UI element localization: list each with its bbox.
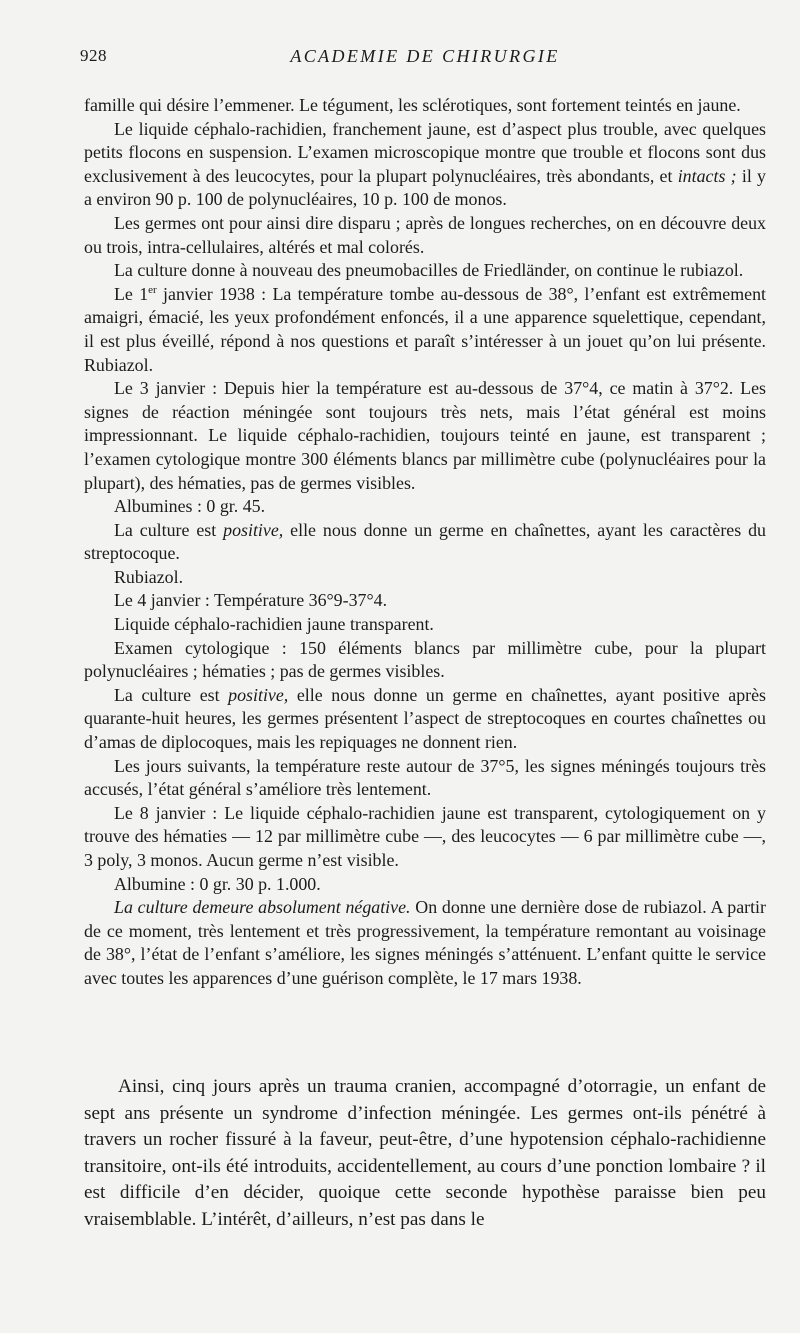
paragraph: Albumine : 0 gr. 30 p. 1.000. <box>114 873 321 894</box>
paragraph: Albumines : 0 gr. 45. <box>114 496 266 517</box>
paragraph: Liquide céphalo-rachidien jaune transparent. <box>114 614 434 635</box>
discussion-body <box>84 1074 766 1234</box>
paragraph: Le liquide céphalo-rachidien, franchement jaune, est d’aspect plus trouble, avec quelques petits flocons en suspension. L’examen microscopique montre que trouble et flocons sont dus exclusivement à des leucocytes, pour la plupart polynucléaires, très abondants, et intacts ; il y a environ 90 p. 100 de polynucléaires, 10 p. 100 de monos. <box>84 118 766 210</box>
paragraph: La culture demeure absolument négative. On donne une dernière dose de rubiazol. A partir de ce moment, très lentement et très progressivement, la température remontant au voisinage de 38°, l’état de l’enfant s’améliore, les signes méningés s’atténuent. L’enfant quitte le service avec toutes les apparences d’une guérison complète, le 17 mars 1938. <box>84 897 766 988</box>
paragraph: Rubiazol. <box>114 566 184 587</box>
paragraph: Le 4 janvier : Température 36°9-37°4. <box>114 590 388 611</box>
page-number: 928 <box>80 46 107 65</box>
page-header <box>80 46 766 74</box>
paragraph: La culture donne à nouveau des pneumobacilles de Friedländer, on continue le rubiazol. <box>114 260 744 281</box>
case-report-body <box>84 94 766 991</box>
paragraph: Ainsi, cinq jours après un trauma cranien, accompagné d’otorragie, un enfant de sept ans présente un syndrome d’infection méningée. Les germes ont-ils pénétré à travers un rocher fissuré à la faveur, peut-être, d’une hypotension céphalo-rachidienne transitoire, ont-ils été introduits, accidentellement, au cours d’une ponction lombaire ? il est difficile d’en décider, quoique cette seconde hypothèse paraisse bien peu vraisemblable. L’intérêt, d’ailleurs, n’est pas dans le <box>84 1076 766 1230</box>
paragraph: Le 8 janvier : Le liquide céphalo-rachidien jaune est transparent, cytologiquement on y trouve des hématies — 12 par millimètre cube —, des leucocytes — 6 par millimètre cube —, 3 poly, 3 monos. Aucun germe n’est visible. <box>84 802 766 870</box>
paragraph: Le 3 janvier : Depuis hier la température est au-dessous de 37°4, ce matin à 37°2. Les signes de réaction méningée sont toujours très nets, mais l’état général est moins impressionnant. Le liquide céphalo-rachidien, toujours teinté en jaune, est transparent ; l’examen cytologique montre 300 éléments blancs par millimètre cube (polynucléaires pour la plupart), des hématies, pas de germes visibles. <box>84 378 766 493</box>
paragraph: Examen cytologique : 150 éléments blancs par millimètre cube, pour la plupart polynucléaires ; hématies ; pas de germes visibles. <box>84 637 766 682</box>
paragraph: Les jours suivants, la température reste autour de 37°5, les signes méningés toujours très accusés, l’état général s’améliore très lentement. <box>84 755 766 800</box>
paragraph: La culture est positive, elle nous donne un germe en chaînettes, ayant positive après quarante-huit heures, les germes présentent l’aspect de streptocoques en courtes chaînettes ou d’amas de diplocoques, mais les repiquages ne donnent rien. <box>84 684 767 753</box>
paragraph: Les germes ont pour ainsi dire disparu ; après de longues recherches, on en découvre deux ou trois, intra-cellulaires, altérés et mal colorés. <box>84 212 766 257</box>
running-title: ACADEMIE DE CHIRURGIE <box>290 46 560 66</box>
paragraph: La culture est positive, elle nous donne un germe en chaînettes, ayant les caractères du streptocoque. <box>84 519 766 564</box>
paragraph: Le 1er janvier 1938 : La température tombe au-dessous de 38°, l’enfant est extrêmement amaigri, émacié, les yeux profondément enfoncés, il a une apparence squelettique, cependant, il est plus éveillé, répond à nos questions et paraît s’intéresser à un jouet qu’on lui présente. Rubiazol. <box>84 283 766 375</box>
paragraph: famille qui désire l’emmener. Le tégument, les sclérotiques, sont fortement teintés en jaune. <box>84 95 741 115</box>
